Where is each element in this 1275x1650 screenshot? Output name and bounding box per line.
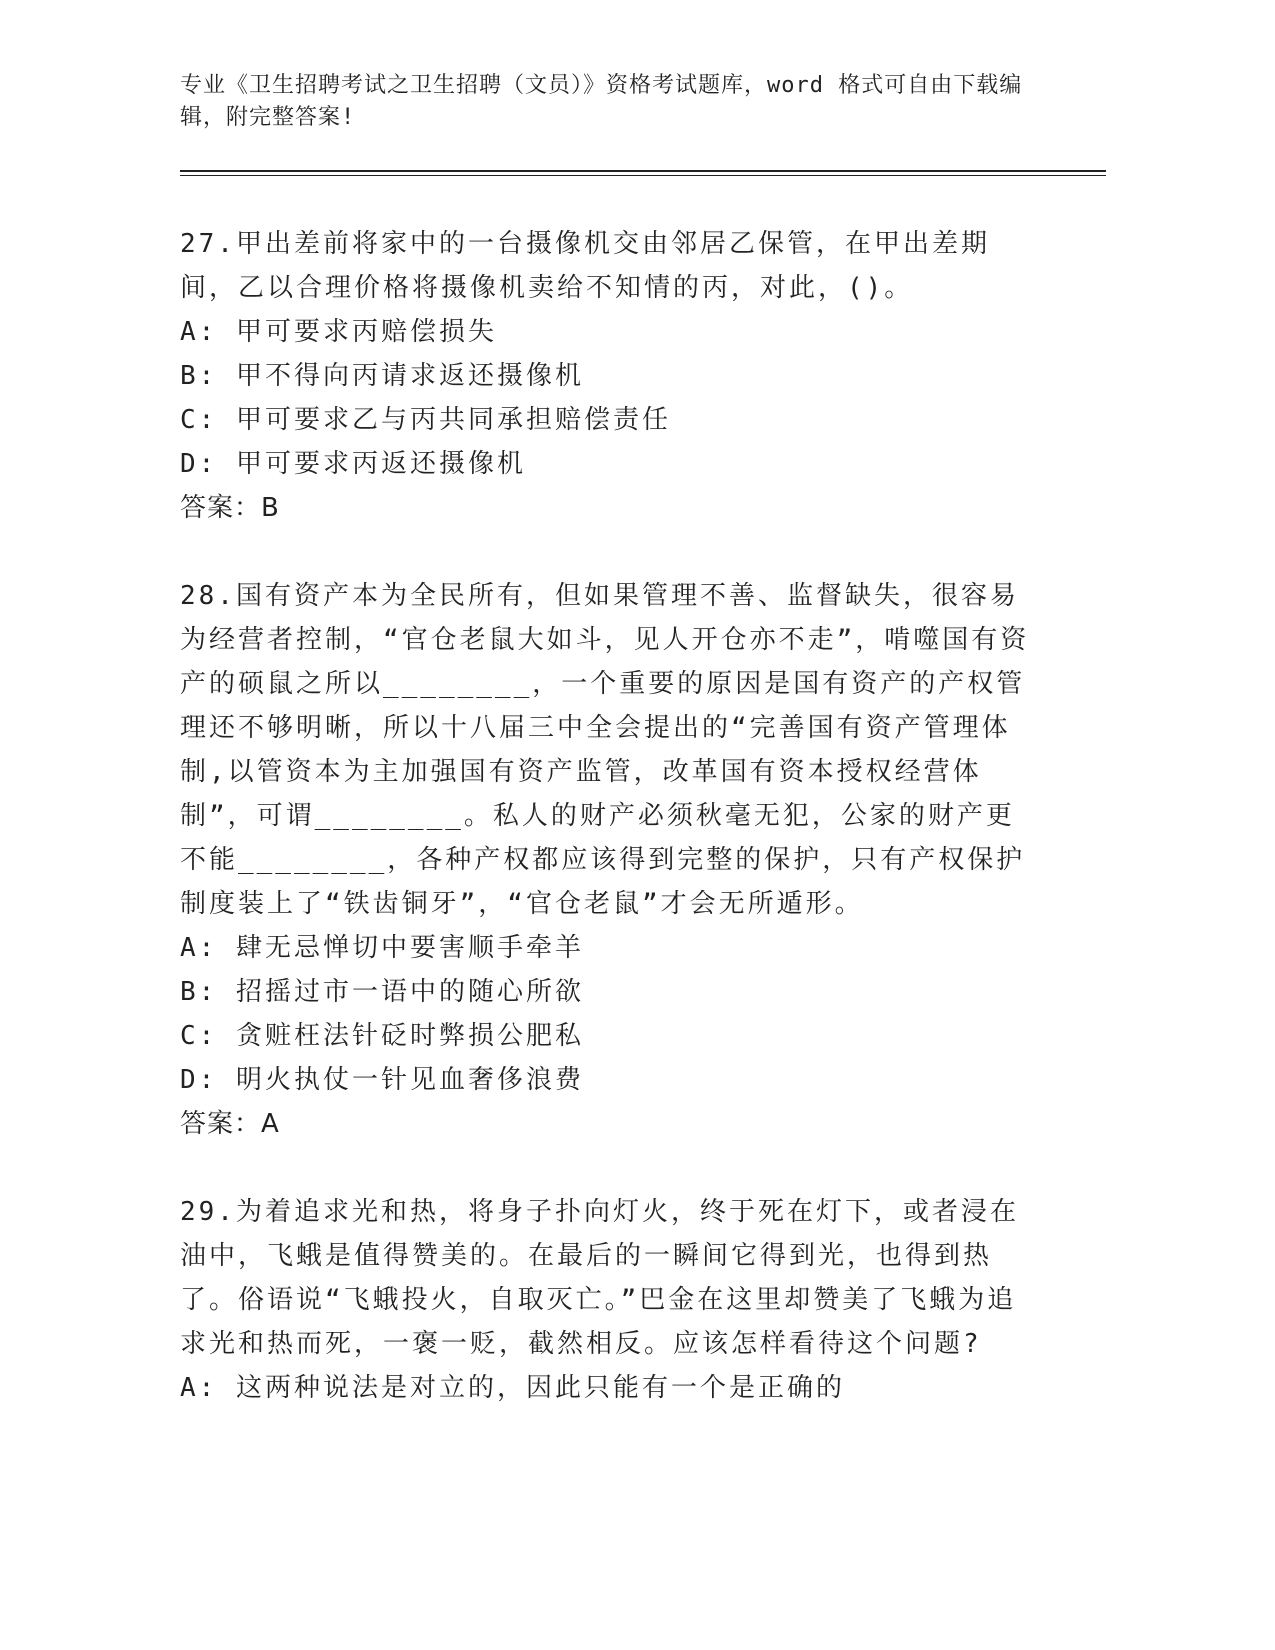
option-a: A: 肆无忌惮切中要害顺手牵羊 — [180, 933, 584, 963]
option-a: A: 这两种说法是对立的，因此只能有一个是正确的 — [180, 1373, 845, 1403]
question-stem: 27.甲出差前将家中的一台摄像机交由邻居乙保管，在甲出差期间，乙以合理价格将摄像机卖给不知情的丙，对此，()。 — [180, 229, 990, 303]
document-header — [180, 70, 1060, 134]
question-spacer — [180, 530, 1040, 574]
question-29 — [180, 1190, 1040, 1410]
header-text: 专业《卫生招聘考试之卫生招聘（文员）》资格考试题库，word 格式可自由下载编辑，附完整答案! — [180, 73, 1023, 130]
option-d: D: 明火执仗一针见血奢侈浪费 — [180, 1065, 584, 1095]
question-spacer — [180, 1146, 1040, 1190]
header-divider-thin — [180, 175, 1106, 176]
option-b: B: 甲不得向丙请求返还摄像机 — [180, 361, 584, 391]
question-28 — [180, 574, 1040, 1146]
question-27 — [180, 222, 1040, 530]
option-c: C: 甲可要求乙与丙共同承担赔偿责任 — [180, 405, 671, 435]
answer-label: 答案：B — [180, 493, 280, 523]
option-a: A: 甲可要求丙赔偿损失 — [180, 317, 497, 347]
option-d: D: 甲可要求丙返还摄像机 — [180, 449, 526, 479]
question-list — [180, 222, 1040, 1410]
question-stem: 28.国有资产本为全民所有，但如果管理不善、监督缺失，很容易为经营者控制，“官仓老鼠大如斗，见人开仓亦不走”，啃噬国有资产的硕鼠之所以________，一个重要的原因是国有资产的产权管理还不够明晰，所以十八届三中全会提出的“完善国有资产管理体制,以管资本为主加强国有资产监管，改革国有资本授权经营体制”，可谓________。私人的财产必须秋毫无犯，公家的财产更不能________，各种产权都应该得到完整的保护，只有产权保护制度装上了“铁齿铜牙”，“官仓老鼠”才会无所遁形。 — [180, 581, 1030, 919]
question-stem: 29.为着追求光和热，将身子扑向灯火，终于死在灯下，或者浸在油中，飞蛾是值得赞美的。在最后的一瞬间它得到光，也得到热了。俗语说“飞蛾投火，自取灭亡。”巴金在这里却赞美了飞蛾为追求光和热而死，一褒一贬，截然相反。应该怎样看待这个问题? — [180, 1197, 1019, 1359]
option-c: C: 贪赃枉法针砭时弊损公肥私 — [180, 1021, 584, 1051]
option-b: B: 招摇过市一语中的随心所欲 — [180, 977, 584, 1007]
header-divider-thick — [180, 170, 1106, 172]
answer-label: 答案：A — [180, 1109, 280, 1139]
